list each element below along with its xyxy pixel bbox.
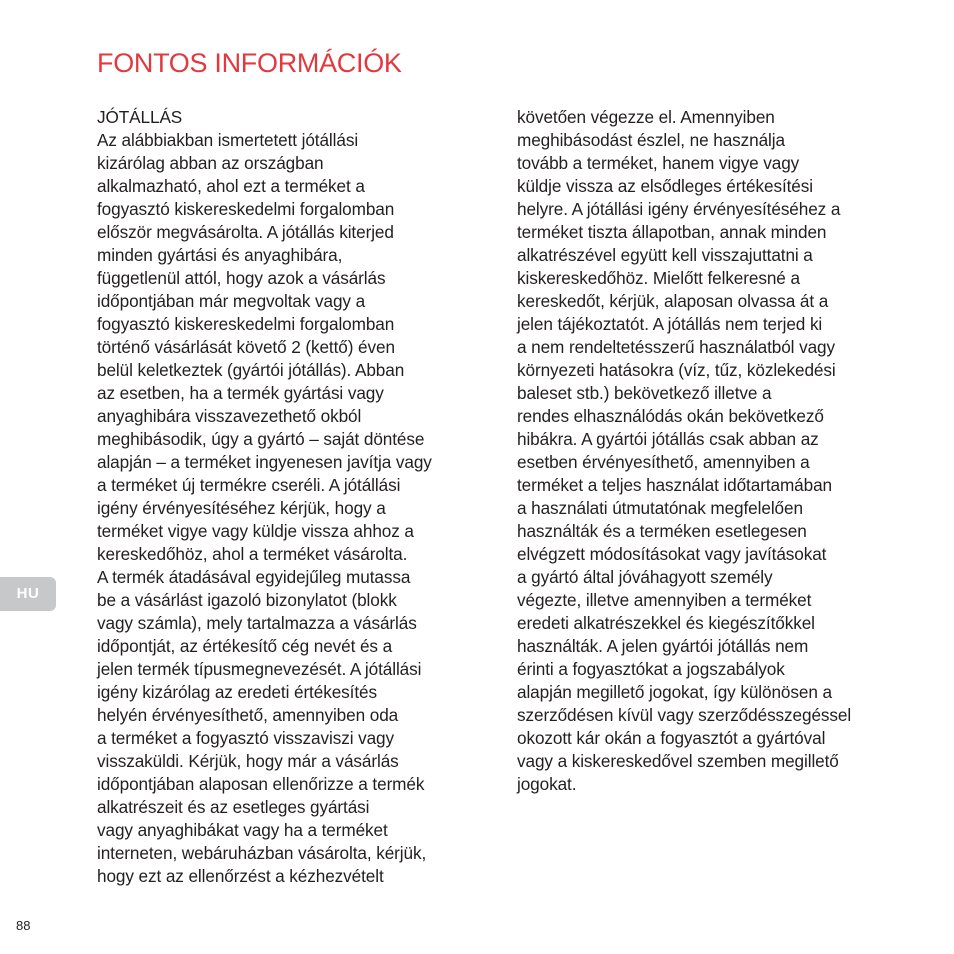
text-line: esetben érvényesíthető, amennyiben a <box>517 452 810 472</box>
text-line: be a vásárlást igazoló bizonylatot (blokk <box>97 590 397 610</box>
text-line: a terméket a fogyasztó visszaviszi vagy <box>97 728 394 748</box>
text-line: meghibásodást észlel, ne használja <box>517 130 785 150</box>
text-line: terméket vigye vagy küldje vissza ahhoz a <box>97 521 414 541</box>
text-line: igény érvényesítéséhez kérjük, hogy a <box>97 498 386 518</box>
text-line: a nem rendeltetésszerű használatból vagy <box>517 337 835 357</box>
text-line: végezte, illetve amennyiben a terméket <box>517 590 812 610</box>
text-line: igény kizárólag az eredeti értékesítés <box>97 682 377 702</box>
right-paragraph <box>517 106 851 796</box>
section-heading: JÓTÁLLÁS <box>97 107 183 127</box>
text-line: fogyasztó kiskereskedelmi forgalomban <box>97 314 395 334</box>
text-line: kizárólag abban az országban <box>97 153 324 173</box>
text-line: belül keletkeztek (gyártói jótállás). Abban <box>97 360 405 380</box>
text-line: a terméket új termékre cseréli. A jótállási <box>97 475 401 495</box>
text-line: először megvásárolta. A jótállás kiterjed <box>97 222 394 242</box>
text-line: vagy anyaghibákat vagy ha a terméket <box>97 820 388 840</box>
text-line: kereskedőt, kérjük, alaposan olvassa át a <box>517 291 829 311</box>
page-number: 88 <box>16 918 31 933</box>
text-line: alkatrészével együtt kell visszajuttatni a <box>517 245 813 265</box>
text-line: jelen termék típusmegnevezését. A jótállási <box>97 659 422 679</box>
left-text-column <box>97 106 432 888</box>
page-title: FONTOS INFORMÁCIÓK <box>97 48 402 78</box>
text-line: időpontját, az értékesítő cég nevét és a <box>97 636 393 656</box>
text-line: környezeti hatásokra (víz, tűz, közlekedési <box>517 360 836 380</box>
text-line: helyén érvényesíthető, amennyiben oda <box>97 705 399 725</box>
text-line: időpontjában alaposan ellenőrizze a termék <box>97 774 425 794</box>
text-line: alkatrészeit és az esetleges gyártási <box>97 797 370 817</box>
text-line: kiskereskedőhöz. Mielőtt felkeresné a <box>517 268 800 288</box>
text-line: baleset stb.) bekövetkező illetve a <box>517 383 772 403</box>
text-line: vagy a kiskereskedővel szemben megillető <box>517 751 839 771</box>
text-line: alapján – a terméket ingyenesen javítja vagy <box>97 452 432 472</box>
text-line: fogyasztó kiskereskedelmi forgalomban <box>97 199 395 219</box>
text-line: hibákra. A gyártói jótállás csak abban az <box>517 429 819 449</box>
text-line: időpontjában már megvoltak vagy a <box>97 291 366 311</box>
text-line: használták és a terméken esetlegesen <box>517 521 807 541</box>
text-line: a gyártó által jóváhagyott személy <box>517 567 773 587</box>
text-line: hogy ezt az ellenőrzést a kézhezvételt <box>97 866 384 886</box>
text-line: minden gyártási és anyaghibára, <box>97 245 343 265</box>
text-line: anyaghibára visszavezethető okból <box>97 406 362 426</box>
text-line: vagy számla), mely tartalmazza a vásárlás <box>97 613 417 633</box>
language-tab: HU <box>0 577 56 611</box>
text-line: érinti a fogyasztókat a jogszabályok <box>517 659 785 679</box>
text-line: helyre. A jótállási igény érvényesítéséhez a <box>517 199 841 219</box>
text-line: történő vásárlását követő 2 (kettő) éven <box>97 337 395 357</box>
text-line: kereskedőhöz, ahol a terméket vásárolta. <box>97 544 408 564</box>
text-line: terméket tiszta állapotban, annak minden <box>517 222 827 242</box>
right-text-column <box>517 106 851 796</box>
text-line: terméket a teljes használat időtartamában <box>517 475 833 495</box>
text-line: Az alábbiakban ismertetett jótállási <box>97 130 359 150</box>
text-line: alkalmazható, ahol ezt a terméket a <box>97 176 365 196</box>
left-paragraph <box>97 129 432 888</box>
text-line: A termék átadásával egyidejűleg mutassa <box>97 567 411 587</box>
text-line: használták. A jelen gyártói jótállás nem <box>517 636 809 656</box>
text-line: szerződésen kívül vagy szerződésszegéssel <box>517 705 852 725</box>
text-line: rendes elhasználódás okán bekövetkező <box>517 406 824 426</box>
text-line: követően végezze el. Amennyiben <box>517 107 775 127</box>
text-line: küldje vissza az elsődleges értékesítési <box>517 176 813 196</box>
text-line: az esetben, ha a termék gyártási vagy <box>97 383 384 403</box>
text-line: interneten, webáruházban vásárolta, kérjük, <box>97 843 427 863</box>
text-line: a használati útmutatónak megfelelően <box>517 498 803 518</box>
text-line: meghibásodik, úgy a gyártó – saját döntése <box>97 429 425 449</box>
text-line: elvégzett módosításokat vagy javításokat <box>517 544 827 564</box>
text-line: eredeti alkatrészekkel és kiegészítőkkel <box>517 613 815 633</box>
text-line: okozott kár okán a fogyasztót a gyártóval <box>517 728 826 748</box>
text-line: jogokat. <box>517 774 577 794</box>
text-line: függetlenül attól, hogy azok a vásárlás <box>97 268 386 288</box>
text-line: tovább a terméket, hanem vigye vagy <box>517 153 800 173</box>
text-line: visszaküldi. Kérjük, hogy már a vásárlás <box>97 751 399 771</box>
text-line: jelen tájékoztatót. A jótállás nem terjed ki <box>517 314 823 334</box>
text-line: alapján megillető jogokat, így különösen a <box>517 682 832 702</box>
